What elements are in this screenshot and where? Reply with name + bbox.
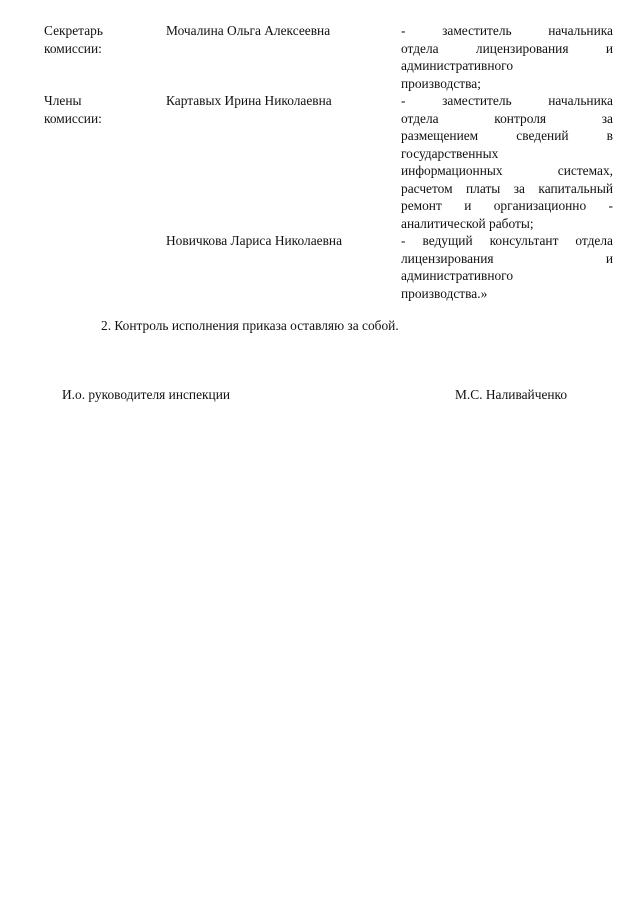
duty-line: - заместитель начальника xyxy=(401,23,613,38)
members-role-label: Члены комиссии: xyxy=(44,93,102,126)
duty-line: ремонт и организационно - xyxy=(401,198,613,213)
duty-line: административного xyxy=(401,58,514,73)
signatory-name: М.С. Наливайченко xyxy=(455,387,568,402)
duty-line: отдела лицензирования и xyxy=(401,40,613,56)
duty-line: производства.» xyxy=(401,285,488,301)
duty-line: производства; xyxy=(401,75,481,91)
member-duty xyxy=(401,232,613,302)
duty-line: - ведущий консультант отдела xyxy=(401,233,613,248)
signatory-title: И.о. руководителя инспекции xyxy=(62,387,231,402)
member-duty xyxy=(401,92,613,232)
duty-line: размещением сведений в xyxy=(401,128,613,143)
duty-line: - заместитель начальника xyxy=(401,93,613,108)
member-name: Картавых Ирина Николаевна xyxy=(166,93,332,108)
duty-line: государственных xyxy=(401,145,499,161)
member-name: Новичкова Лариса Николаевна xyxy=(166,233,343,248)
secretary-name: Мочалина Ольга Алексеевна xyxy=(166,23,331,38)
duty-line: информационных системах, xyxy=(401,163,613,178)
duty-line: лицензирования и xyxy=(401,250,613,266)
clause-2: 2. Контроль исполнения приказа оставляю за собой. xyxy=(101,318,399,333)
duty-line: расчетом платы за капитальный xyxy=(401,180,613,196)
duty-line: отдела контроля за xyxy=(401,110,613,126)
duty-line: аналитической работы; xyxy=(401,215,534,231)
duty-line: административного xyxy=(401,268,514,283)
secretary-role-label: Секретарь комиссии: xyxy=(44,23,103,56)
secretary-duty xyxy=(401,22,613,92)
